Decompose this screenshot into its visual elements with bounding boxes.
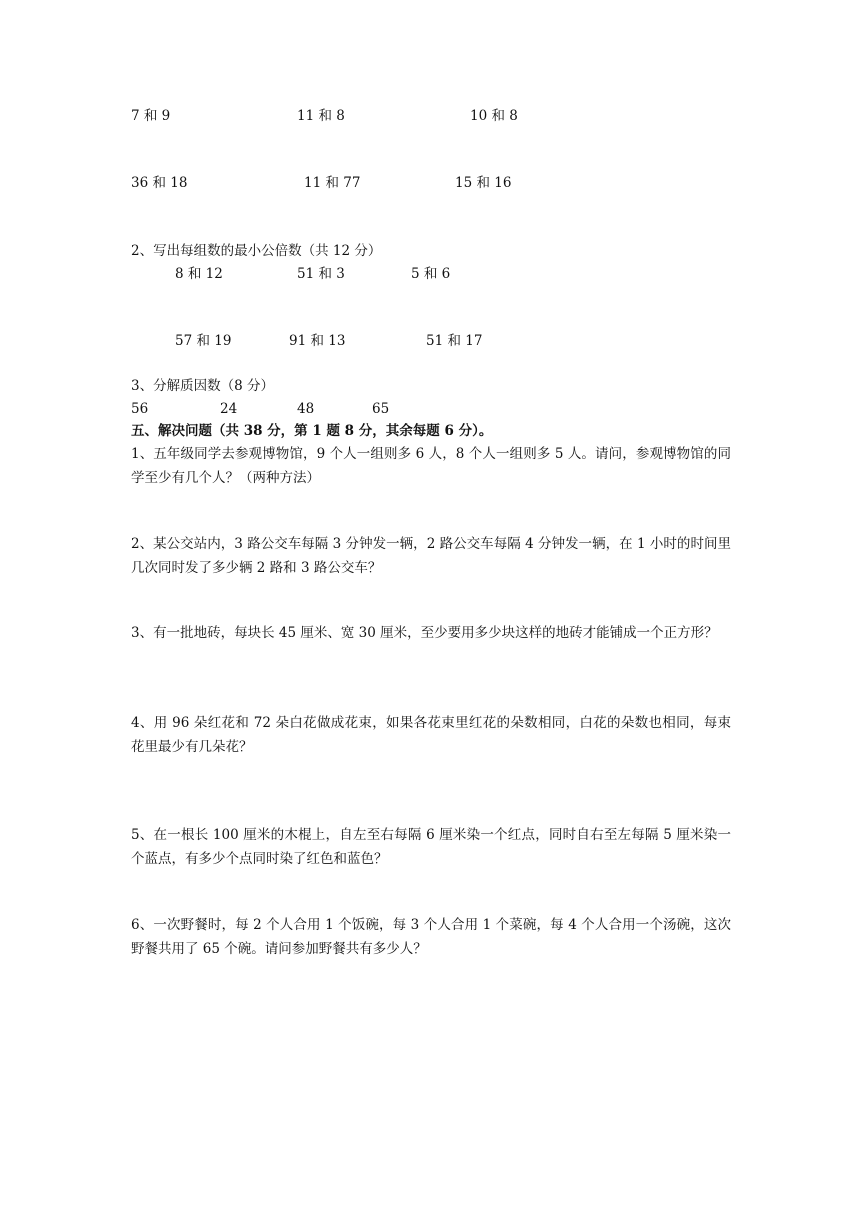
section-heading: 五、解决问题（共 38 分，第 1 题 8 分，其余每题 6 分）。 [131, 423, 493, 439]
pair-2-1: 36 和 18 [131, 175, 188, 191]
problem-6: 6、一次野餐时，每 2 个人合用 1 个饭碗，每 3 个人合用 1 个菜碗，每 4 个人合用一个汤碗，这次野餐共用了 65 个碗。请问参加野餐共有多少人？ [131, 917, 731, 957]
prime-number-2: 24 [220, 401, 238, 417]
lcm-heading: 2、写出每组数的最小公倍数（共 12 分） [131, 243, 382, 259]
pair-1-1: 7 和 9 [131, 108, 171, 124]
problem-5: 5、在一根长 100 厘米的木棍上，自左至右每隔 6 厘米染一个红点，同时自右至左每隔 5 厘米染一个蓝点，有多少个点同时染了红色和蓝色？ [131, 827, 731, 867]
problem-4: 4、用 96 朵红花和 72 朵白花做成花束，如果各花束里红花的朵数相同，白花的朵数也相同，每束花里最少有几朵花？ [131, 715, 731, 755]
lcm-pair-2-3: 51 和 17 [426, 333, 483, 349]
problem-2: 2、某公交站内，3 路公交车每隔 3 分钟发一辆，2 路公交车每隔 4 分钟发一辆，在 1 小时的时间里几次同时发了多少辆 2 路和 3 路公交车？ [131, 536, 731, 576]
prime-number-3: 48 [297, 401, 315, 417]
problem-1: 1、五年级同学去参观博物馆，9 个人一组则多 6 人，8 个人一组则多 5 人。请问，参观博物馆的同学至少有几个人？（两种方法） [131, 446, 731, 486]
lcm-pair-1-1: 8 和 12 [175, 266, 223, 282]
prime-heading: 3、分解质因数（8 分） [131, 378, 274, 394]
lcm-pair-2-1: 57 和 19 [175, 333, 232, 349]
prime-number-4: 65 [372, 401, 390, 417]
lcm-pair-1-3: 5 和 6 [411, 266, 451, 282]
pair-1-2: 11 和 8 [297, 108, 345, 124]
pair-1-3: 10 和 8 [470, 108, 518, 124]
lcm-pair-2-2: 91 和 13 [289, 333, 346, 349]
prime-number-1: 56 [131, 401, 149, 417]
pair-2-3: 15 和 16 [455, 175, 512, 191]
pair-2-2: 11 和 77 [304, 175, 361, 191]
lcm-pair-1-2: 51 和 3 [297, 266, 345, 282]
problem-3: 3、有一批地砖，每块长 45 厘米、宽 30 厘米，至少要用多少块这样的地砖才能铺成一个正方形？ [131, 625, 718, 641]
